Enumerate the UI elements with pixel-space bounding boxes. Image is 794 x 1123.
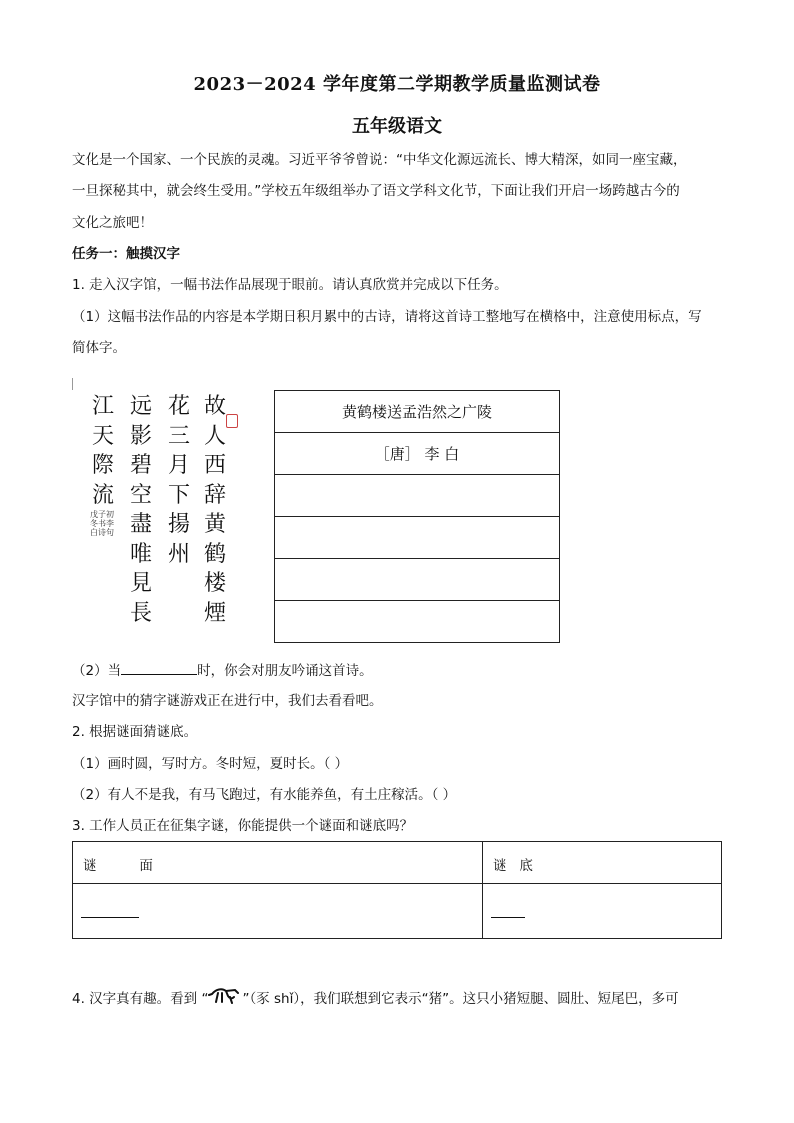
poem-line-3-blank[interactable] [275, 559, 559, 601]
calligraphy-artwork [88, 392, 238, 628]
question-2-sub1: （1）画时圆，写时方。冬时短，夏时长。（ ） [72, 756, 349, 772]
q4-prefix: 4. 汉字真有趣。看到 “ [72, 991, 209, 1007]
q1-sub2-answer-blank[interactable] [121, 660, 197, 675]
riddle-answer-blank[interactable] [491, 916, 525, 918]
intro-line-2: 一旦探秘其中，就会终生受用。”学校五年级组举办了语文学科文化节，下面让我们开启一场跨越古今的 [72, 183, 680, 199]
poem-author-row: ［唐］ 李 白 [275, 433, 559, 475]
riddle-clue-blank[interactable] [81, 916, 139, 918]
question-1-sub1-line1: （1）这幅书法作品的内容是本学期日积月累中的古诗，请将这首诗工整地写在横格中，注意使用标点，写 [72, 309, 702, 325]
calligraphy-column-3: 远影碧空盡唯見長 [129, 394, 152, 626]
pig-pictograph-icon [208, 987, 242, 1005]
poem-writing-grid [274, 390, 560, 643]
riddle-table [72, 841, 722, 939]
q1-sub2-suffix: 时，你会对朋友吟诵这首诗。 [197, 663, 373, 679]
transition-text: 汉字馆中的猜字谜游戏正在进行中，我们去看看吧。 [72, 693, 383, 709]
q4-suffix: ”（豕 shǐ），我们联想到它表示“猪”。这只小猪短腿、圆肚、短尾巴，多可 [242, 991, 679, 1007]
question-2: 2. 根据谜面猜谜底。 [72, 724, 198, 740]
question-4 [72, 987, 726, 1009]
calligraphy-signature: 戊子初冬书李白诗句 [90, 510, 114, 537]
intro-line-3: 文化之旅吧！ [72, 215, 153, 231]
calligraphy-column-4: 江天際流 [91, 394, 114, 508]
question-1: 1. 走入汉字馆，一幅书法作品展现于眼前。请认真欣赏并完成以下任务。 [72, 277, 508, 293]
poem-line-1-blank[interactable] [275, 475, 559, 517]
q1-sub2-prefix: （2）当 [72, 663, 122, 679]
calligraphy-column-2: 花三月下揚州 [167, 394, 190, 567]
poem-line-4-blank[interactable] [275, 601, 559, 643]
poem-line-2-blank[interactable] [275, 517, 559, 559]
calligraphy-column-1: 故人西辞黄鹤楼煙 [203, 394, 226, 626]
poem-title-row: 黄鹤楼送孟浩然之广陵 [275, 391, 559, 433]
question-2-sub2: （2）有人不是我，有马飞跑过，有水能养鱼，有土庄稼活。（ ） [72, 787, 457, 803]
exam-subtitle: 五年级语文 [352, 116, 442, 137]
riddle-header-answer: 谜 底 [483, 842, 721, 884]
task1-heading: 任务一：触摸汉字 [72, 246, 180, 262]
riddle-answer-cell[interactable] [483, 884, 721, 938]
question-1-sub1-line2: 简体字。 [72, 340, 126, 356]
riddle-header-clue: 谜 面 [73, 842, 483, 884]
exam-title: 2023－2024 学年度第二学期教学质量监测试卷 [193, 74, 601, 95]
margin-mark [72, 378, 73, 390]
question-1-sub2 [72, 660, 726, 681]
intro-line-1: 文化是一个国家、一个民族的灵魂。习近平爷爷曾说：“中华文化源远流长、博大精深，如同一座宝藏， [72, 152, 687, 168]
riddle-clue-cell[interactable] [73, 884, 483, 938]
seal-stamp-icon [226, 414, 238, 428]
question-3: 3. 工作人员正在征集字谜，你能提供一个谜面和谜底吗？ [72, 818, 414, 834]
